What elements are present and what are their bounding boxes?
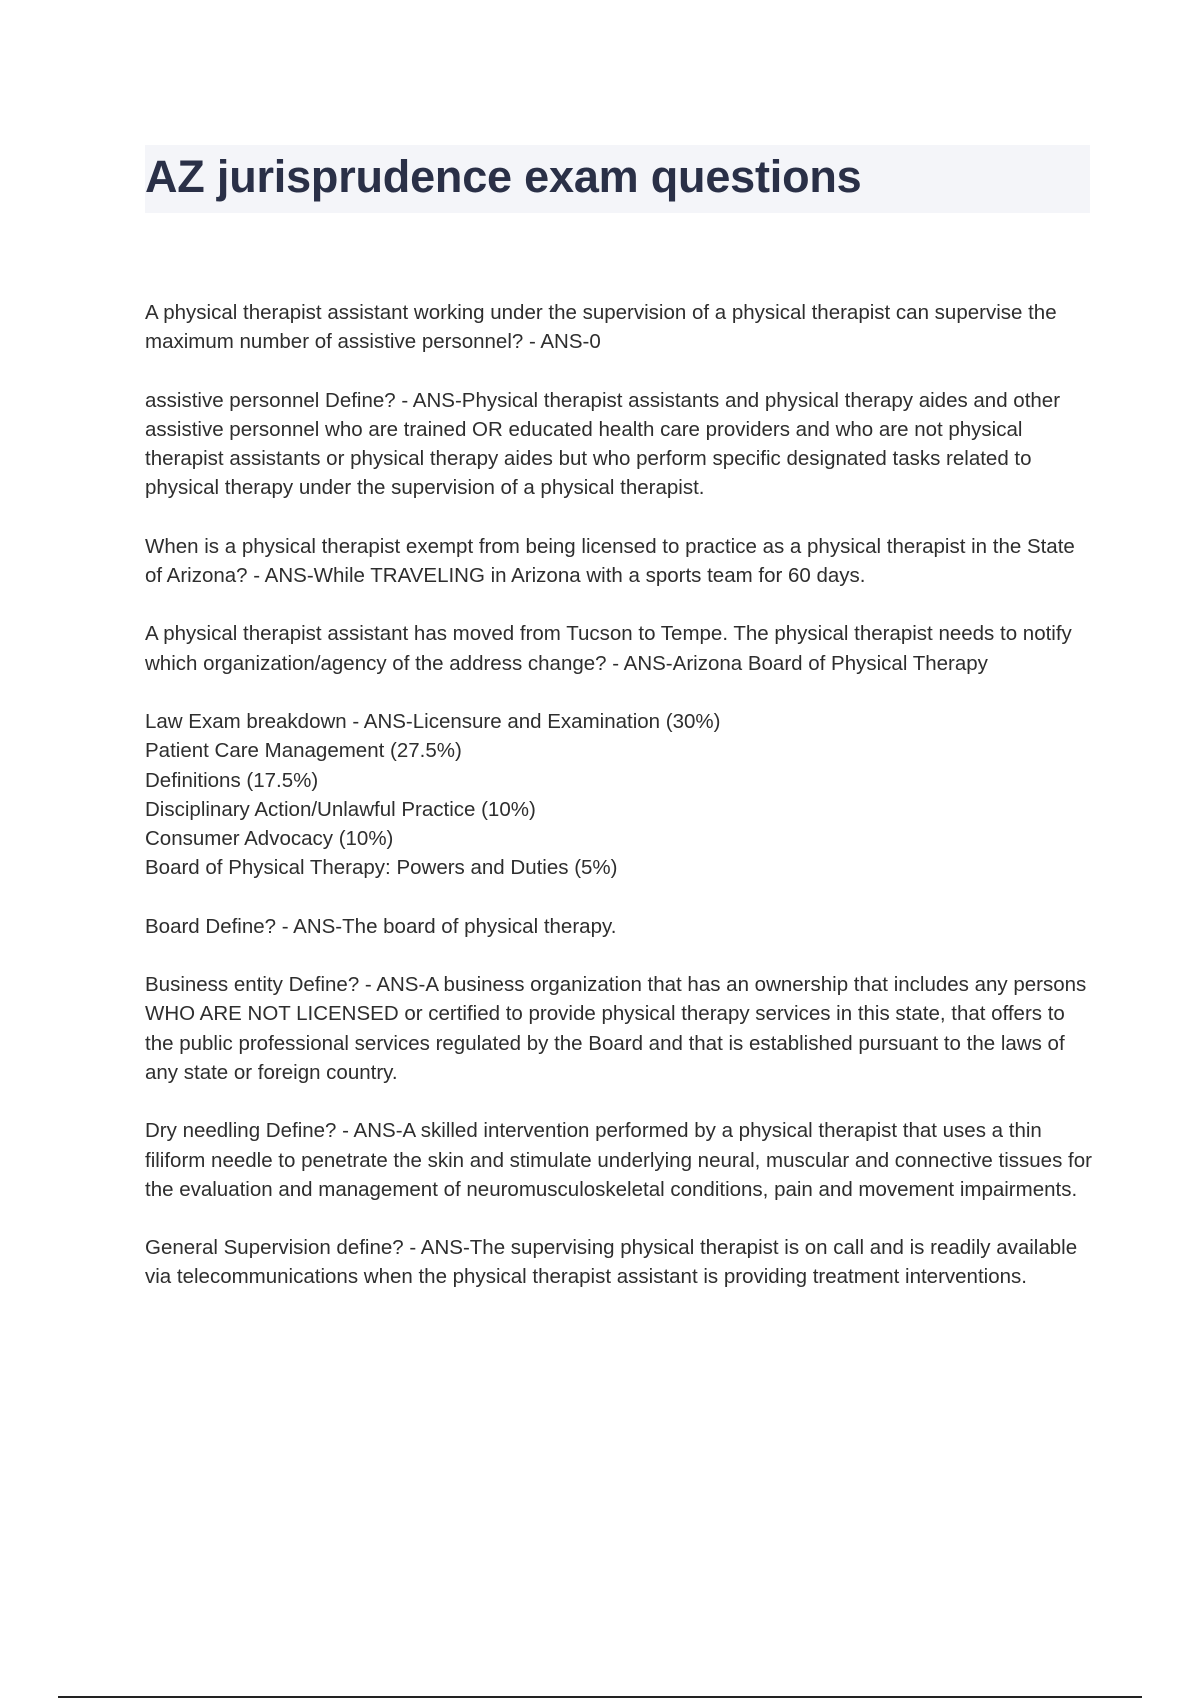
- qa-item: [145, 970, 1095, 1087]
- qa-item: [145, 1116, 1095, 1204]
- qa-question: A physical therapist assistant has moved from Tucson to Tempe. The physical therapist needs to notify which organization/agency of the address change?: [145, 622, 1072, 675]
- qa-content: [145, 298, 1095, 1321]
- qa-separator: - ANS-: [276, 914, 343, 938]
- title-band: [145, 145, 1090, 213]
- breakdown-line: Patient Care Management (27.5%): [145, 739, 462, 763]
- qa-separator: - ANS-: [403, 1236, 470, 1260]
- page-title: AZ jurisprudence exam questions: [145, 151, 862, 202]
- qa-item-breakdown: [145, 707, 1095, 883]
- qa-question: Dry needling Define?: [145, 1119, 337, 1143]
- qa-separator: - ANS-: [395, 388, 462, 412]
- qa-question: Law Exam breakdown: [145, 709, 347, 733]
- footer-rule: [58, 1696, 1142, 1698]
- qa-answer: Physical therapist assistants and physical therapy aides and other assistive personnel who are trained OR educated health care providers and who are not physical therapist assistants or physical therapy aides but who perform specific designated tasks related to physical therapy under the supervision of a physical therapist.: [145, 388, 1061, 500]
- qa-separator: - ANS-: [336, 1119, 403, 1143]
- qa-answer: A business organization that has an ownership that includes any persons WHO ARE NOT LICENSED or certified to provide physical therapy services in this state, that offers to the public professional services regulated by the Board and that is established pursuant to the laws of any state or foreign country.: [145, 973, 1087, 1084]
- qa-item: [145, 532, 1095, 591]
- qa-item: [145, 386, 1095, 503]
- qa-item: [145, 298, 1095, 357]
- qa-item: [145, 619, 1095, 678]
- qa-answer: A skilled intervention performed by a physical therapist that uses a thin filiform needle to penetrate the skin and stimulate underlying neural, muscular and connective tissues for the evaluation and management of neuromusculoskeletal conditions, pain and movement impairments.: [145, 1119, 1092, 1201]
- qa-answer: While TRAVELING in Arizona with a sports team for 60 days.: [313, 564, 866, 588]
- breakdown-line-text: Licensure and Examination (30%): [412, 709, 721, 733]
- qa-separator: - ANS-: [247, 564, 314, 588]
- qa-separator: - ANS-: [346, 709, 413, 733]
- breakdown-line: Definitions (17.5%): [145, 768, 319, 792]
- qa-answer: Arizona Board of Physical Therapy: [672, 651, 988, 675]
- qa-separator: - ANS-: [523, 330, 590, 354]
- qa-question: Business entity Define?: [145, 973, 360, 997]
- qa-answer: 0: [589, 330, 601, 354]
- breakdown-line: Board of Physical Therapy: Powers and Duties (5%): [145, 856, 618, 880]
- qa-answer: The supervising physical therapist is on call and is readily available via telecommunications when the physical therapist assistant is providing treatment interventions.: [145, 1236, 1078, 1289]
- qa-question: General Supervision define?: [145, 1236, 404, 1260]
- qa-question: assistive personnel Define?: [145, 388, 396, 412]
- qa-item: [145, 912, 1095, 941]
- qa-separator: - ANS-: [359, 973, 426, 997]
- breakdown-line: Disciplinary Action/Unlawful Practice (10%): [145, 797, 536, 821]
- breakdown-first-line: [145, 707, 1095, 736]
- qa-question: When is a physical therapist exempt from being licensed to practice as a physical therapist in the State of Arizona?: [145, 534, 1075, 588]
- qa-question: A physical therapist assistant working under the supervision of a physical therapist can supervise the maximum number of assistive personnel?: [145, 301, 1057, 354]
- qa-question: Board Define?: [145, 914, 277, 938]
- qa-separator: - ANS-: [606, 651, 673, 675]
- qa-item: [145, 1233, 1095, 1292]
- breakdown-line: Consumer Advocacy (10%): [145, 827, 394, 851]
- qa-answer: The board of physical therapy.: [342, 914, 617, 938]
